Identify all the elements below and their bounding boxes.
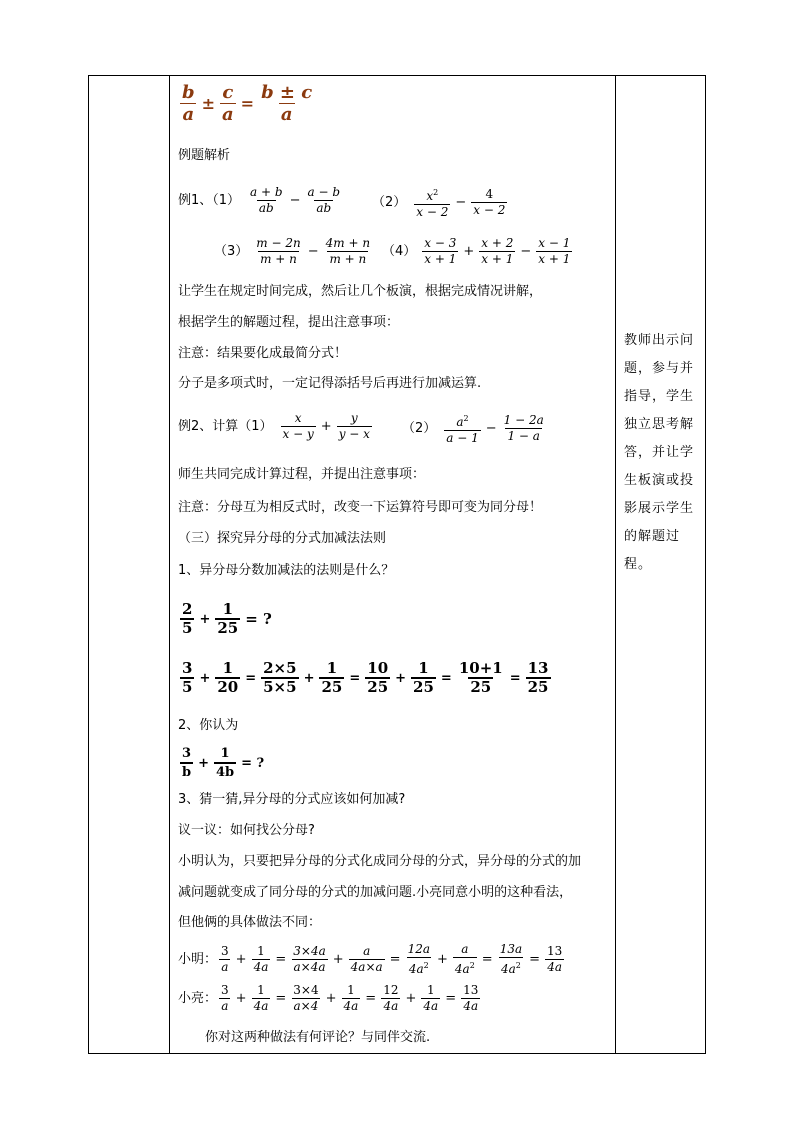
equals-sign: = xyxy=(275,990,287,1006)
numerator: 1 xyxy=(257,944,265,958)
equals-sign: = xyxy=(481,951,493,967)
question-3: 3、猜一猜,异分母的分式应该如何加减? xyxy=(178,792,406,807)
teacher-activity-notes: 教师出示问题，参与并指导，学生独立思考解答，并让学生板演或投影展示学生的解题过程。 xyxy=(624,333,695,572)
exponent: 2 xyxy=(423,961,429,970)
together-line: 师生共同完成计算过程，并提出注意事项： xyxy=(178,467,426,482)
operator: + xyxy=(332,951,344,967)
operator: − xyxy=(289,192,301,208)
numerator: 1 xyxy=(426,983,435,997)
exponent: 2 xyxy=(515,961,521,970)
operator: + xyxy=(235,990,247,1006)
operator: + xyxy=(463,243,475,259)
operator: + xyxy=(303,670,315,686)
process-line: 根据学生的解题过程，提出注意事项： xyxy=(178,315,400,330)
numerator: 3 xyxy=(182,659,193,677)
numerator: b xyxy=(182,82,195,103)
denominator: a×4a xyxy=(293,960,326,974)
numerator: a xyxy=(456,415,464,429)
equals-sign: = xyxy=(240,94,255,113)
numerator: 1 xyxy=(220,746,230,761)
equals-sign: = xyxy=(445,990,457,1006)
example-1-row-2 xyxy=(214,236,374,267)
operator: − xyxy=(307,243,319,259)
denominator: 4a xyxy=(253,960,269,974)
numerator: 13 xyxy=(463,983,479,997)
operator: + xyxy=(395,670,407,686)
xiaoming-method xyxy=(178,942,566,977)
denominator: x − y xyxy=(282,427,314,441)
equals-sign: = xyxy=(440,670,452,686)
denominator: 25 xyxy=(527,678,549,696)
numerator: x + 2 xyxy=(481,236,514,250)
example-2-part-2 xyxy=(402,411,548,446)
question-mark: = ? xyxy=(241,755,265,771)
numerator: x xyxy=(426,189,434,203)
denominator: 20 xyxy=(217,678,239,696)
numerator: 1 xyxy=(326,659,338,677)
numerator: 3 xyxy=(221,983,229,997)
exponent: 2 xyxy=(463,414,469,423)
numerator: 10+1 xyxy=(458,659,503,677)
denominator: ab xyxy=(316,201,332,215)
operator: + xyxy=(437,951,448,967)
question-4: 议一议：如何找公分母? xyxy=(178,823,315,838)
denominator: m + n xyxy=(260,252,297,266)
numerator: 12a xyxy=(407,942,430,956)
numerator: 1 xyxy=(257,983,265,997)
denominator: a xyxy=(280,104,293,125)
students-line: 让学生在规定时间完成，然后让几个板演，根据完成情况讲解， xyxy=(178,284,543,299)
example-label: 例1、（1） xyxy=(178,192,241,208)
numerator: 3×4 xyxy=(293,983,319,997)
numerator: 1 xyxy=(222,600,233,618)
part-label: （4） xyxy=(382,243,417,259)
denominator: 4a xyxy=(408,962,424,976)
numerator: 4 xyxy=(485,187,494,201)
question-mark: = ? xyxy=(245,610,272,628)
operator: + xyxy=(199,670,211,686)
denominator: a − 1 xyxy=(446,431,479,445)
numerator: 1 − 2a xyxy=(503,413,544,427)
denominator: 25 xyxy=(413,678,434,696)
xiaoliang-method xyxy=(178,983,482,1014)
operator: − xyxy=(520,243,532,259)
numerator: 2 xyxy=(182,600,193,618)
fraction-question-1 xyxy=(178,601,272,637)
numerator: m − 2n xyxy=(256,236,301,250)
numerator: 1 xyxy=(418,659,429,677)
note-3: 注意：分母互为相反式时，改变一下运算符号即可变为同分母！ xyxy=(178,500,543,515)
equals-sign: = xyxy=(389,951,401,967)
question-1: 1、异分母分数加减法的法则是什么？ xyxy=(178,563,395,578)
column-divider-right xyxy=(615,76,616,1053)
numerator: 10 xyxy=(367,659,389,677)
note-2: 分子是多项式时，一定记得添括号后再进行加减运算. xyxy=(178,376,482,391)
numerator: a xyxy=(363,944,371,958)
operator: − xyxy=(485,420,497,436)
fraction-question-2 xyxy=(178,745,264,781)
exponent: 2 xyxy=(433,188,439,197)
denominator: x + 1 xyxy=(481,252,514,266)
operator: − xyxy=(455,194,467,210)
numerator: 1 xyxy=(222,659,233,677)
denominator: 5 xyxy=(182,678,193,696)
denominator: a×4 xyxy=(293,999,319,1013)
question-2: 2、你认为 xyxy=(178,718,239,733)
example-1-row-2-part-4 xyxy=(382,236,574,267)
paragraph-line-3: 但他俩的具体做法不同： xyxy=(178,915,322,930)
fraction-worked-example xyxy=(178,660,553,696)
numerator: c xyxy=(222,82,234,103)
denominator: 4a xyxy=(500,962,516,976)
operator: + xyxy=(405,990,417,1006)
example-2 xyxy=(178,411,374,442)
numerator: 3×4a xyxy=(293,944,326,958)
denominator: 4a xyxy=(454,962,470,976)
denominator: a xyxy=(222,104,234,125)
column-divider-left xyxy=(169,76,170,1053)
equals-sign: = xyxy=(509,670,521,686)
denominator: ab xyxy=(258,201,274,215)
paragraph-line-2: 减问题就变成了同分母的分式的加减问题.小亮同意小明的这种看法， xyxy=(178,885,573,900)
denominator: 4a xyxy=(423,999,439,1013)
equals-sign: = xyxy=(529,951,541,967)
operator: + xyxy=(320,418,332,434)
denominator: x + 1 xyxy=(538,252,571,266)
denominator: 25 xyxy=(321,678,343,696)
denominator: 4a xyxy=(383,999,399,1013)
numerator: 13 xyxy=(527,659,549,677)
numerator: b ± c xyxy=(261,82,313,103)
equals-sign: = xyxy=(349,670,361,686)
equals-sign: = xyxy=(365,990,377,1006)
numerator: x − 1 xyxy=(538,236,571,250)
part-label: （3） xyxy=(214,243,249,259)
numerator: 2×5 xyxy=(263,659,297,677)
denominator: 5 xyxy=(182,619,193,637)
example-1-row-1-part-2 xyxy=(372,185,509,220)
numerator: 12 xyxy=(383,983,399,997)
equals-sign: = xyxy=(275,951,287,967)
numerator: 13a xyxy=(499,942,523,956)
numerator: x xyxy=(294,411,302,425)
operator: ± xyxy=(201,94,215,113)
denominator: 4a xyxy=(547,960,563,974)
operator: + xyxy=(198,755,209,771)
numerator: 3 xyxy=(221,944,229,958)
numerator: 1 xyxy=(347,983,355,997)
denominator: 1 − a xyxy=(507,429,540,443)
denominator: 4a xyxy=(463,999,479,1013)
denominator: y − x xyxy=(338,427,370,441)
denominator: 5×5 xyxy=(263,678,297,696)
denominator: b xyxy=(180,762,193,781)
final-question: 你对这两种做法有何评论？与同伴交流. xyxy=(205,1030,431,1045)
formula-top xyxy=(178,82,316,125)
equals-sign: = xyxy=(245,670,257,686)
paragraph-line-1: 小明认为，只要把异分母的分式化成同分母的分式，异分母的分式的加 xyxy=(178,854,582,869)
numerator: x − 3 xyxy=(424,236,457,250)
section-3-heading: （三）探究异分母的分式加减法法则 xyxy=(178,531,387,546)
numerator: a xyxy=(461,942,469,956)
denominator: 25 xyxy=(367,678,389,696)
denominator: x − 2 xyxy=(416,205,449,219)
operator: + xyxy=(199,611,211,627)
numerator: y xyxy=(350,411,358,425)
example-1-row-1 xyxy=(178,185,344,216)
denominator: 25 xyxy=(217,619,239,637)
denominator: 4a×a xyxy=(350,960,383,974)
denominator: x + 1 xyxy=(424,252,457,266)
note-1: 注意：结果要化成最简分式！ xyxy=(178,346,348,361)
examples-heading: 例题解析 xyxy=(178,148,231,163)
denominator: 25 xyxy=(470,678,492,696)
method-label: 小亮： xyxy=(178,990,218,1006)
denominator: a xyxy=(221,999,229,1013)
operator: + xyxy=(325,990,337,1006)
exponent: 2 xyxy=(469,961,475,970)
part-label: （2） xyxy=(372,194,407,210)
numerator: a − b xyxy=(307,185,341,199)
denominator: a xyxy=(182,104,195,125)
denominator: x − 2 xyxy=(473,203,506,217)
numerator: 13 xyxy=(547,944,563,958)
denominator: m + n xyxy=(329,252,367,266)
operator: + xyxy=(235,951,247,967)
part-label: （2） xyxy=(402,420,437,436)
numerator: a + b xyxy=(250,185,283,199)
example-label: 例2、计算（1） xyxy=(178,418,273,434)
denominator: 4b xyxy=(214,762,236,781)
numerator: 3 xyxy=(182,746,192,761)
denominator: 4a xyxy=(343,999,359,1013)
numerator: 4m + n xyxy=(325,236,371,250)
denominator: a xyxy=(221,960,229,974)
denominator: 4a xyxy=(253,999,269,1013)
method-label: 小明： xyxy=(178,951,218,967)
